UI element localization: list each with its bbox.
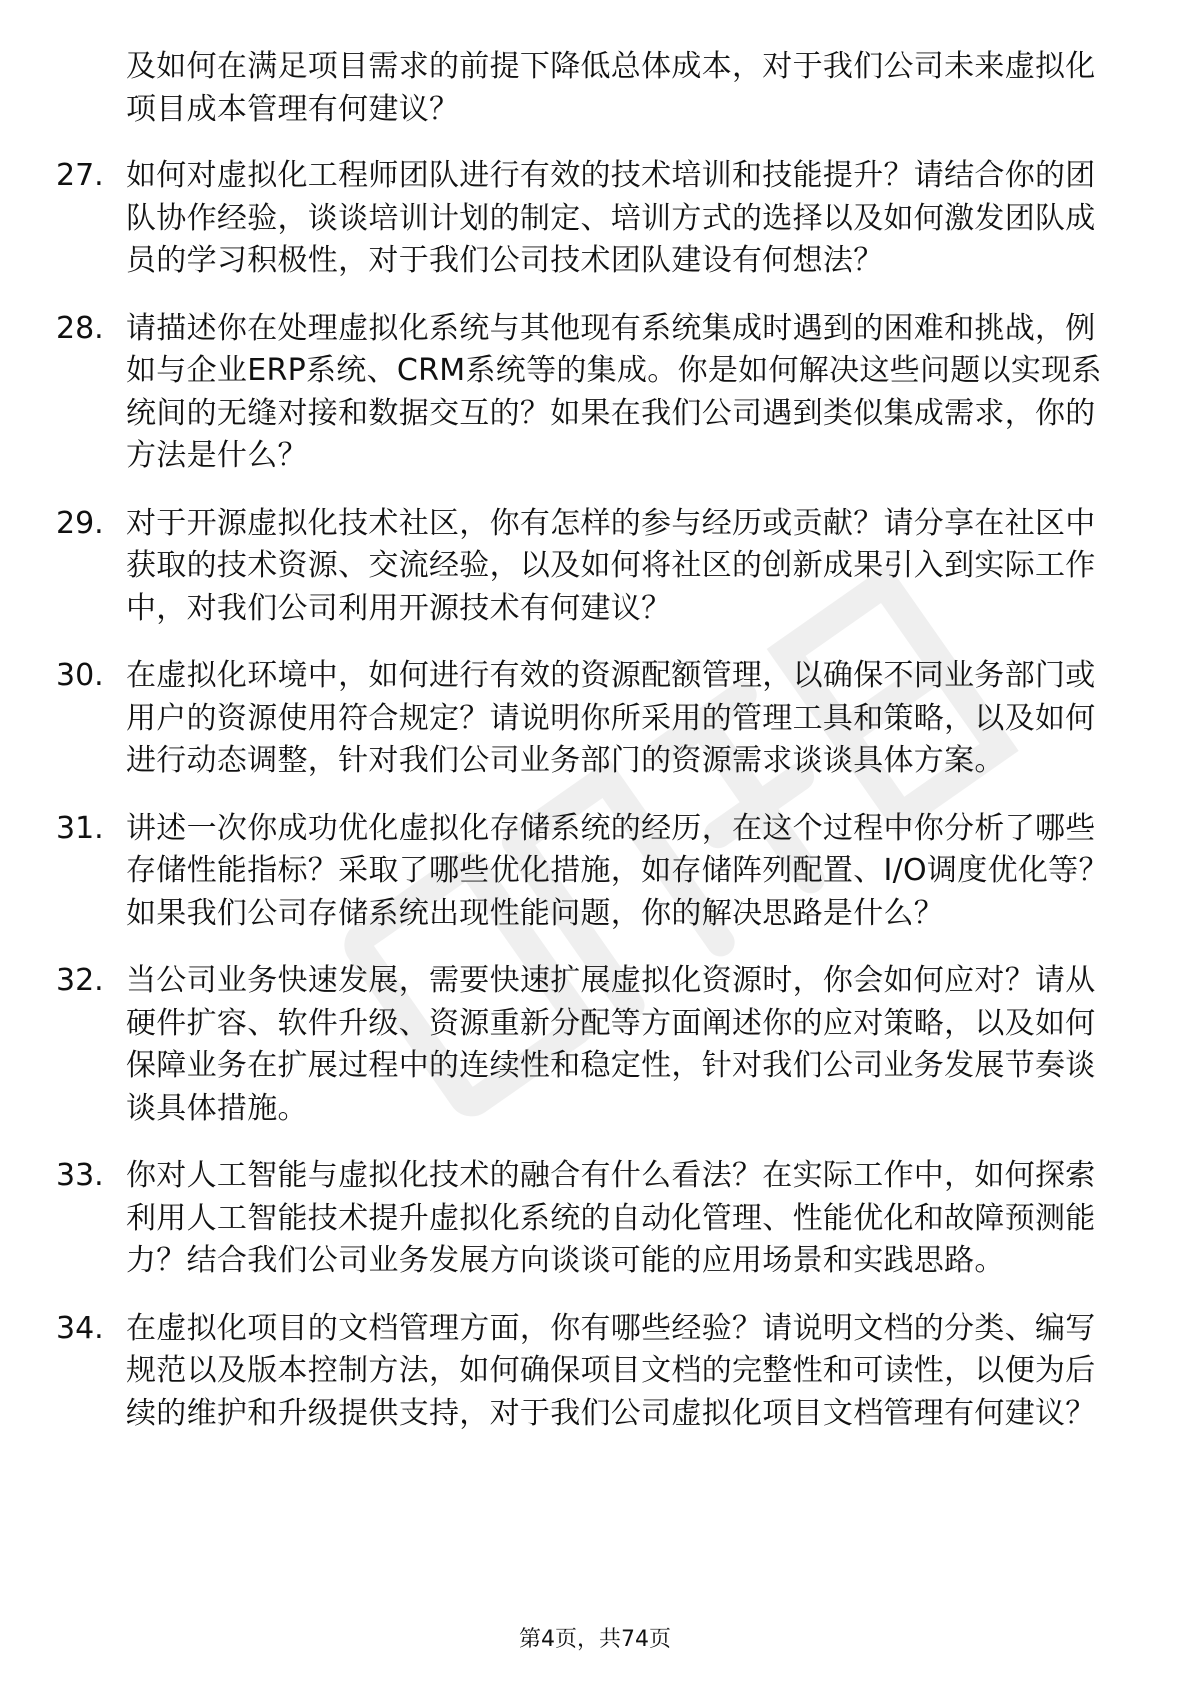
question-number: 30.: [56, 658, 104, 693]
question-item-34: [56, 1308, 1116, 1436]
question-item-32: [56, 960, 1116, 1130]
question-text: 在虚拟化项目的文档管理方面，你有哪些经验？请说明文档的分类、编写规范以及版本控制方法，如何确保项目文档的完整性和可读性，以便为后续的维护和升级提供支持，对于我们公司虚拟化项目文档管理有何建议？: [126, 1310, 1096, 1431]
question-text: 如何对虚拟化工程师团队进行有效的技术培训和技能提升？请结合你的团队协作经验，谈谈培训计划的制定、培训方式的选择以及如何激发团队成员的学习积极性，对于我们公司技术团队建设有何想法？: [126, 158, 1096, 278]
question-item-28: [56, 308, 1116, 478]
question-text: 你对人工智能与虚拟化技术的融合有什么看法？在实际工作中，如何探索利用人工智能技术提升虚拟化系统的自动化管理、性能优化和故障预测能力？结合我们公司业务发展方向谈谈可能的应用场景和实践思路。: [126, 1158, 1096, 1278]
question-number: 33.: [56, 1158, 104, 1193]
continued-paragraph: 及如何在满足项目需求的前提下降低总体成本，对于我们公司未来虚拟化项目成本管理有何建议？: [126, 49, 1096, 127]
question-item-29: [56, 503, 1116, 631]
document-body: [56, 46, 1116, 1460]
question-text: 在虚拟化环境中，如何进行有效的资源配额管理，以确保不同业务部门或用户的资源使用符合规定？请说明你所采用的管理工具和策略，以及如何进行动态调整，针对我们公司业务部门的资源需求谈谈具体方案。: [126, 658, 1096, 778]
question-item-27: [56, 155, 1116, 283]
question-number: 31.: [56, 810, 104, 846]
question-number: 32.: [56, 963, 104, 998]
question-number: 27.: [56, 158, 104, 193]
question-item-31: [56, 808, 1116, 936]
question-text: 讲述一次你成功优化虚拟化存储系统的经历，在这个过程中你分析了哪些存储性能指标？采取了哪些优化措施，如存储阵列配置、I/O调度优化等？如果我们公司存储系统出现性能问题，你的解决思路是什么？: [126, 810, 1109, 931]
question-number: 29.: [56, 505, 104, 541]
question-text: 当公司业务快速发展，需要快速扩展虚拟化资源时，你会如何应对？请从硬件扩容、软件升级、资源重新分配等方面阐述你的应对策略，以及如何保障业务在扩展过程中的连续性和稳定性，针对我们公司业务发展节奏谈谈具体措施。: [126, 963, 1096, 1126]
page-footer: 第4页，共74页: [519, 1627, 671, 1652]
question-item-30: [56, 655, 1116, 783]
question-number: 34.: [56, 1310, 104, 1346]
question-item-33: [56, 1155, 1116, 1283]
question-text: 请描述你在处理虚拟化系统与其他现有系统集成时遇到的困难和挑战，例如与企业ERP系统、CRM系统等的集成。你是如何解决这些问题以实现系统间的无缝对接和数据交互的？如果在我们公司遇到类似集成需求，你的方法是什么？: [126, 310, 1102, 473]
question-text: 对于开源虚拟化技术社区，你有怎样的参与经历或贡献？请分享在社区中获取的技术资源、交流经验，以及如何将社区的创新成果引入到实际工作中，对我们公司利用开源技术有何建议？: [126, 505, 1096, 626]
question-number: 28.: [56, 310, 104, 346]
